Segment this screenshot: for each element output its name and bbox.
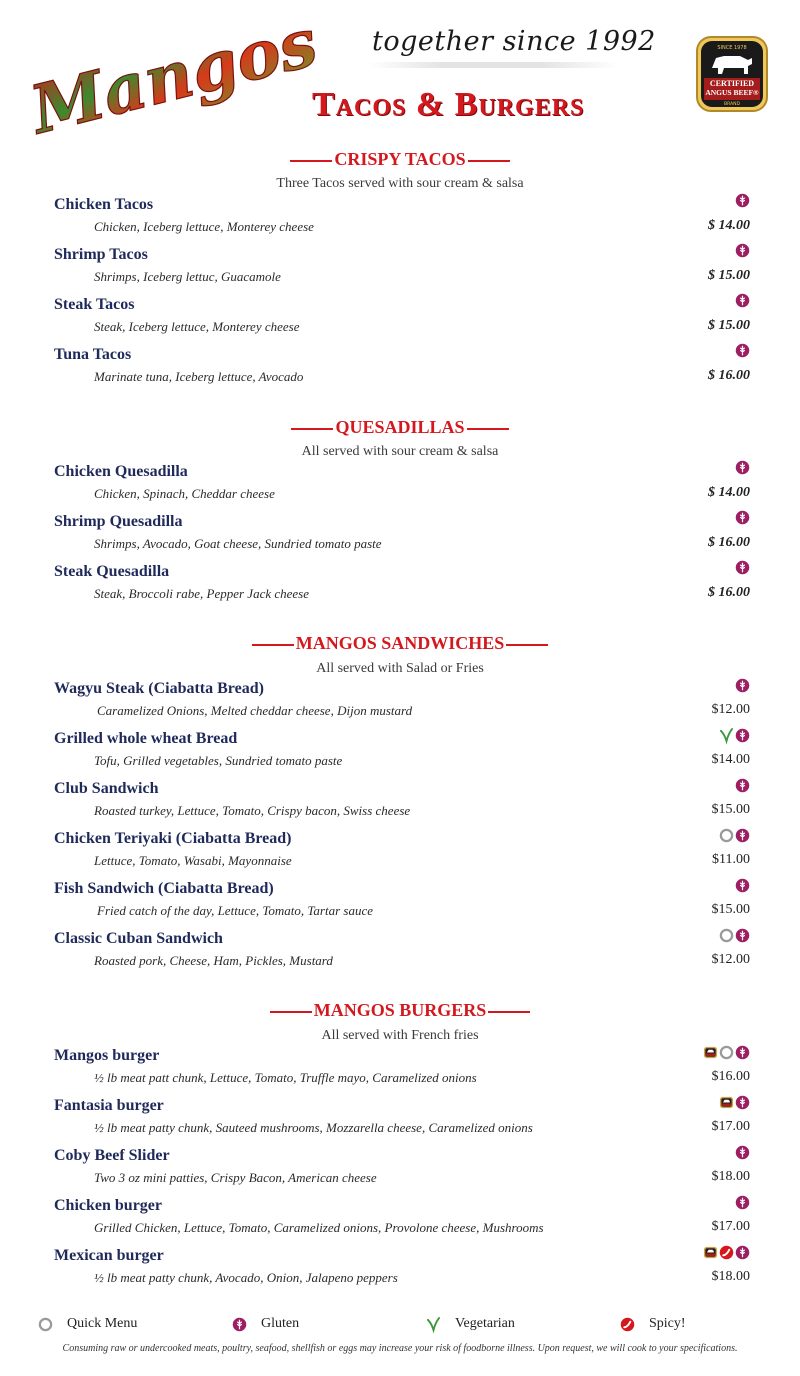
section-title-quesadillas: QUESADILLAS — [0, 417, 800, 438]
menu-item-desc: Steak, Iceberg lettuce, Monterey cheese — [94, 319, 300, 334]
item-icons — [719, 828, 750, 843]
menu-item-name: Chicken burger — [54, 1197, 162, 1214]
vegetarian-icon — [719, 728, 734, 743]
gluten-icon — [735, 293, 750, 308]
gluten-icon — [735, 1245, 750, 1260]
menu-item-price: $ 15.00 — [708, 268, 750, 283]
item-icons — [735, 460, 750, 475]
menu-item-price: $ 15.00 — [708, 318, 750, 333]
svg-text:ANGUS BEEF®: ANGUS BEEF® — [705, 88, 759, 97]
svg-text:BRAND: BRAND — [724, 102, 740, 107]
item-icons — [719, 728, 750, 743]
quick-menu-icon — [719, 1045, 734, 1060]
gluten-icon — [735, 928, 750, 943]
gluten-icon — [735, 243, 750, 258]
gluten-icon — [735, 728, 750, 743]
menu-item-desc: Fried catch of the day, Lettuce, Tomato, Tartar sauce — [97, 903, 373, 918]
mangos-logo — [20, 2, 325, 149]
item-icons — [735, 343, 750, 358]
menu-item-desc: Grilled Chicken, Lettuce, Tomato, Caramelized onions, Provolone cheese, Mushrooms — [94, 1220, 544, 1235]
item-icons — [703, 1045, 750, 1060]
item-icons — [735, 1195, 750, 1210]
item-icons — [735, 293, 750, 308]
legend-item: Quick Menu — [38, 1316, 137, 1332]
menu-item-name: Mangos burger — [54, 1047, 160, 1064]
section-subtitle: All served with sour cream & salsa — [301, 444, 499, 459]
section-title-crispy-tacos: CRISPY TACOS — [0, 149, 800, 170]
menu-item-price: $17.00 — [711, 1119, 750, 1134]
menu-item-desc: Tofu, Grilled vegetables, Sundried tomato paste — [94, 753, 343, 768]
menu-item-desc: Shrimps, Avocado, Goat cheese, Sundried tomato paste — [94, 536, 382, 551]
menu-item-name: Shrimp Tacos — [54, 246, 148, 263]
angus-beef-icon — [703, 1045, 718, 1060]
menu-item-name: Mexican burger — [54, 1247, 164, 1264]
menu-item-desc: Shrimps, Iceberg lettuc, Guacamole — [94, 269, 281, 284]
section-title-mangos-sandwiches: MANGOS SANDWICHES — [0, 633, 800, 654]
menu-item-name: Steak Quesadilla — [54, 563, 170, 580]
menu-item-name: Tuna Tacos — [54, 346, 132, 363]
section-subtitle: Three Tacos served with sour cream & salsa — [276, 176, 524, 191]
svg-text:Mangos: Mangos — [23, 2, 325, 149]
menu-item-name: Fantasia burger — [54, 1097, 164, 1114]
menu-item-name: Wagyu Steak (Ciabatta Bread) — [54, 680, 264, 697]
menu-item-price: $16.00 — [711, 1069, 750, 1084]
section-subtitle: All served with French fries — [321, 1028, 479, 1043]
menu-item-price: $12.00 — [711, 952, 750, 967]
angus-beef-icon — [703, 1245, 718, 1260]
item-icons — [719, 928, 750, 943]
gluten-icon — [735, 1195, 750, 1210]
gluten-icon — [735, 510, 750, 525]
legend — [0, 1316, 800, 1336]
quick-menu-icon — [38, 1317, 53, 1332]
menu-item-name: Grilled whole wheat Bread — [54, 730, 238, 747]
legend-item: Gluten — [232, 1316, 299, 1332]
menu-item-price: $17.00 — [711, 1219, 750, 1234]
vegetarian-icon — [426, 1317, 441, 1332]
menu-item-desc: Roasted turkey, Lettuce, Tomato, Crispy bacon, Swiss cheese — [94, 803, 411, 818]
certified-angus-beef-badge — [694, 34, 770, 114]
gluten-icon — [735, 878, 750, 893]
menu-item-price: $12.00 — [711, 702, 750, 717]
menu-item-name: Shrimp Quesadilla — [54, 513, 183, 530]
gluten-icon — [735, 343, 750, 358]
menu-item-desc: Steak, Broccoli rabe, Pepper Jack cheese — [94, 586, 310, 601]
legend-item: Spicy! — [620, 1316, 686, 1332]
menu-item-name: Chicken Quesadilla — [54, 463, 188, 480]
menu-item-price: $ 14.00 — [708, 485, 750, 500]
menu-item-desc: Two 3 oz mini patties, Crispy Bacon, American cheese — [94, 1170, 377, 1185]
menu-item-price: $15.00 — [711, 902, 750, 917]
menu-item-name: Chicken Tacos — [54, 196, 154, 213]
menu-item-name: Chicken Teriyaki (Ciabatta Bread) — [54, 830, 292, 847]
menu-item-desc: ½ lb meat patty chunk, Sauteed mushrooms, Mozzarella cheese, Caramelized onions — [94, 1120, 533, 1135]
menu-item-price: $15.00 — [711, 802, 750, 817]
menu-item-desc: ½ lb meat patt chunk, Lettuce, Tomato, Truffle mayo, Caramelized onions — [94, 1070, 477, 1085]
menu-item-desc: Chicken, Spinach, Cheddar cheese — [94, 486, 275, 501]
gluten-icon — [735, 1145, 750, 1160]
legend-item: Vegetarian — [426, 1316, 515, 1332]
menu-item-price: $ 16.00 — [708, 368, 750, 383]
menu-item-name: Classic Cuban Sandwich — [54, 930, 223, 947]
item-icons — [703, 1245, 750, 1260]
menu-item-price: $14.00 — [711, 752, 750, 767]
angus-beef-icon — [719, 1095, 734, 1110]
svg-text:CERTIFIED: CERTIFIED — [709, 79, 755, 88]
menu-item-price: $ 14.00 — [708, 218, 750, 233]
menu-item-desc: Caramelized Onions, Melted cheddar cheese, Dijon mustard — [97, 703, 413, 718]
menu-item-price: $ 16.00 — [708, 585, 750, 600]
menu-item-price: $ 16.00 — [708, 535, 750, 550]
item-icons — [735, 243, 750, 258]
menu-item-price: $18.00 — [711, 1269, 750, 1284]
page-title: Tacos & Burgers — [312, 86, 585, 123]
menu-item-desc: Marinate tuna, Iceberg lettuce, Avocado — [94, 369, 304, 384]
disclaimer: Consuming raw or undercooked meats, poultry, seafood, shellfish or eggs may increase your risk of foodborne illness. Upon request, we will cook to your specifications. — [62, 1343, 738, 1354]
item-icons — [735, 560, 750, 575]
gluten-icon — [735, 778, 750, 793]
gluten-icon — [735, 1045, 750, 1060]
gluten-icon — [735, 560, 750, 575]
gluten-icon — [735, 1095, 750, 1110]
menu-item-desc: Chicken, Iceberg lettuce, Monterey cheese — [94, 219, 314, 234]
quick-menu-icon — [719, 928, 734, 943]
menu-item-name: Coby Beef Slider — [54, 1147, 170, 1164]
item-icons — [719, 1095, 750, 1110]
tagline: together since 1992 — [372, 26, 656, 57]
spicy-icon — [620, 1317, 635, 1332]
tagline-underline — [368, 62, 618, 68]
menu-item-name: Club Sandwich — [54, 780, 159, 797]
item-icons — [735, 510, 750, 525]
gluten-icon — [735, 460, 750, 475]
gluten-icon — [735, 828, 750, 843]
svg-text:SINCE 1978: SINCE 1978 — [717, 45, 747, 51]
menu-item-desc: Lettuce, Tomato, Wasabi, Mayonnaise — [94, 853, 292, 868]
item-icons — [735, 678, 750, 693]
item-icons — [735, 193, 750, 208]
menu-item-name: Fish Sandwich (Ciabatta Bread) — [54, 880, 274, 897]
section-title-mangos-burgers: MANGOS BURGERS — [0, 1000, 800, 1021]
menu-item-desc: ½ lb meat patty chunk, Avocado, Onion, Jalapeno peppers — [94, 1270, 398, 1285]
section-subtitle: All served with Salad or Fries — [316, 661, 484, 676]
item-icons — [735, 878, 750, 893]
menu-item-price: $11.00 — [712, 852, 750, 867]
spicy-icon — [719, 1245, 734, 1260]
gluten-icon — [735, 193, 750, 208]
menu-item-name: Steak Tacos — [54, 296, 135, 313]
gluten-icon — [735, 678, 750, 693]
item-icons — [735, 778, 750, 793]
menu-item-desc: Roasted pork, Cheese, Ham, Pickles, Mustard — [94, 953, 333, 968]
item-icons — [735, 1145, 750, 1160]
quick-menu-icon — [719, 828, 734, 843]
menu-item-price: $18.00 — [711, 1169, 750, 1184]
gluten-icon — [232, 1317, 247, 1332]
